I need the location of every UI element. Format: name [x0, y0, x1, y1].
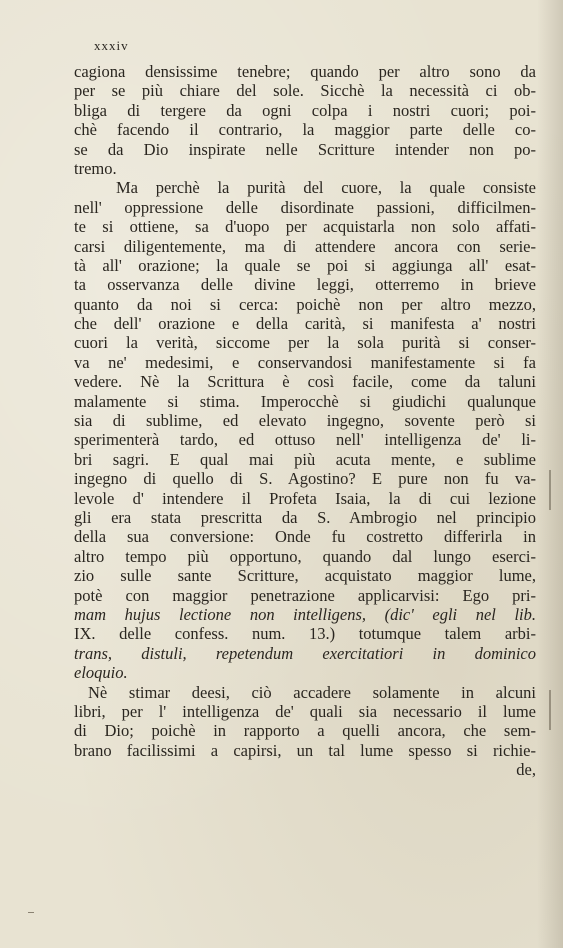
text-line: nell' oppressione delle disordinate passioni, difficilmen-	[74, 197, 536, 217]
text-line: della sua conversione: Onde fu costretto differirla in	[74, 527, 536, 547]
text-line: chè facendo il contrario, la maggior parte delle co-	[74, 120, 536, 140]
text-line: per se più chiare del sole. Sicchè la necessità ci ob-	[74, 81, 536, 101]
text-line: gli era stata prescritta da S. Ambrogio nel principio	[74, 507, 536, 527]
text-line: Ma perchè la purità del cuore, la quale consiste	[116, 178, 536, 198]
text-line: sperimenterà tardo, ed ottuso nell' intelligenza de' li-	[74, 430, 536, 450]
text-line: cagiona densissime tenebre; quando per altro sono da	[74, 62, 536, 81]
text-line: zio sulle sante Scritture, acquistato maggior lume,	[74, 566, 536, 586]
text-line: ta osservanza delle divine leggi, otterremo in brieve	[74, 275, 536, 295]
text-line: bliga di tergere da ogni colpa i nostri cuori; poi-	[74, 100, 536, 120]
text-line: trans, distuli, repetendum exercitatiori in dominico	[74, 643, 536, 663]
text-line: Nè stimar deesi, ciò accadere solamente in alcuni	[88, 682, 536, 702]
text-line: tremo.	[74, 158, 117, 178]
text-line: IX. delle confess. num. 13.) totumque talem arbi-	[74, 624, 536, 644]
text-line: mam hujus lectione non intelligens, (dic' egli nel lib.	[74, 604, 536, 624]
text-line: ingegno di quello di S. Agostino? E pure non fu va-	[74, 469, 536, 489]
text-line: brano facilissimi a capirsi, un tal lume spesso si richie-	[74, 740, 536, 760]
text-line: che dell' orazione e della carità, si manifesta a' nostri	[74, 314, 536, 334]
text-line: altro tempo più opportuno, quando dal lungo eserci-	[74, 546, 536, 566]
text-line: di Dio; poichè in rapporto a quelli ancora, che sem-	[74, 721, 536, 741]
text-line: quanto da noi si cerca: poichè non per altro mezzo,	[74, 294, 536, 314]
body-text	[74, 62, 536, 779]
margin-mark	[549, 470, 551, 510]
text-line: potè con maggior penetrazione applicarvisi: Ego pri-	[74, 585, 536, 605]
text-line: carsi diligentemente, ma di attendere ancora con serie-	[74, 236, 536, 256]
text-line: te si ottiene, sa d'uopo per acquistarla non solo affati-	[74, 217, 536, 237]
text-line: malamente si stima. Imperocchè si giudichi qualunque	[74, 391, 536, 411]
text-line: cuori la verità, siccome per la sola purità si conser-	[74, 333, 536, 353]
text-line: libri, per l' intelligenza de' quali sia necessario il lume	[74, 701, 536, 721]
text-line: se da Dio inspirate nelle Scritture intender non po-	[74, 139, 536, 159]
catchword: de,	[516, 760, 536, 780]
text-line: tà all' orazione; la quale se poi si aggiunga all' esat-	[74, 255, 536, 275]
margin-mark	[549, 690, 551, 730]
text-line: vedere. Nè la Scrittura è così facile, come da taluni	[74, 372, 536, 392]
text-line: bri sagri. E qual mai più acuta mente, e sublime	[74, 449, 536, 469]
text-line: sia di sublime, ed elevato ingegno, sovente però si	[74, 411, 536, 431]
margin-tick	[28, 912, 34, 913]
text-line: levole d' intendere il Profeta Isaia, la di cui lezione	[74, 488, 536, 508]
text-line: eloquio.	[74, 663, 128, 683]
page-number: xxxiv	[94, 38, 129, 53]
text-line: va ne' medesimi, e conservandosi manifestamente si fa	[74, 352, 536, 372]
